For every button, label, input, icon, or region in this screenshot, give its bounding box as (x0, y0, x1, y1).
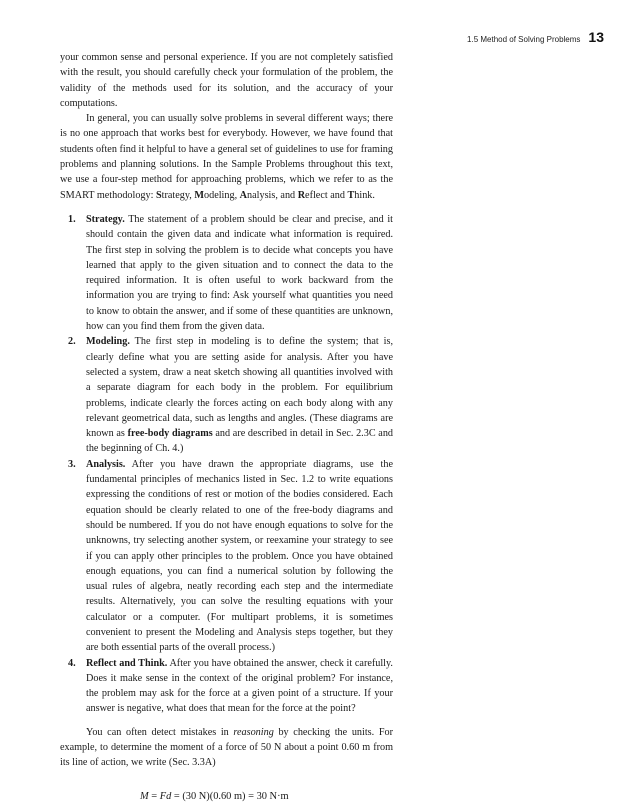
paragraph-2-text: In general, you can usually solve problems in several different ways; there is no one approach that works best for everybody. However, we have found that students often find it helpful to have a general set of guidelines to use for framing problems and planning solutions. In the Sample Problems throughout this text, we use a four-step method for approaching problems, which we refer to as the SMART methodology: (60, 113, 393, 201)
step-text: The statement of a problem should be clear and precise, and it should contain the given data and indicate what information is required. The first step in solving the problem is to decide what concepts you have learned that apply to the given situation and to connect the data to the required information. It is often useful to work backward from the information you are trying to find: Ask yourself what quantities you need to know to obtain the answer, and if some of these quantities are unknown, how can you find them from the given data. (86, 213, 393, 333)
smart-a-rest: nalysis, and (247, 189, 298, 201)
list-item-strategy (60, 212, 393, 334)
paragraph-3 (60, 725, 393, 771)
smart-t-rest: hink. (354, 189, 375, 201)
equation-eq1: = (148, 790, 160, 802)
step-text: After you have drawn the appropriate diagrams, use the fundamental principles of mechanics listed in Sec. 1.2 to write equations expressing the conditions of rest or motion of the bodies considered. Each equation should be clearly related to one of the free-body diagrams and should be numbered. If you do not have enough equations to solve for the unknowns, try selecting another system, or reexamine your strategy to see if you can apply other principles to the problem. Once you have obtained enough equations, you can find a numerical solution by following the usual rules of algebra, neatly recording each step and the intermediate results. Alternatively, you can solve the resulting equations with your calculator or a computer. (For multipart problems, it is sometimes convenient to present the Modeling and Analysis steps together, but they are both essential parts of the overall process.) (86, 458, 393, 654)
step-title: Reflect and Think. (86, 657, 168, 669)
step-number: 3. (68, 458, 76, 470)
paragraph-1: your common sense and personal experience. If you are not completely satisfied with the result, you should carefully check your formulation of the problem, the validity of the methods used for its solution, and the accuracy of your computations. (60, 52, 393, 109)
page-number: 13 (588, 29, 604, 45)
paragraph-2 (60, 111, 393, 203)
smart-a: A (239, 189, 248, 201)
step-title: Analysis. (86, 458, 126, 470)
paragraph-3-after: by checking the units. For example, to determine the moment of a force of 50 N about a point 0.60 m from its line of action, we write (Sec. 3.3A) (60, 726, 393, 769)
step-text: After you have obtained the answer, check it carefully. Does it make sense in the context of the original problem? For instance, the problem may ask for the force at a given point of a structure. If your answer is negative, what does that mean for the force at the point? (86, 657, 393, 715)
equation-m: M (140, 790, 149, 802)
step-number: 1. (68, 213, 76, 225)
step-number: 4. (68, 657, 76, 669)
smart-r-rest: eflect and (305, 189, 348, 201)
smart-steps-list (60, 212, 393, 717)
step-text: The first step in modeling is to define the system; that is, clearly define what you are setting aside for analysis. After you have selected a system, draw a neat sketch showing all quantities involved with a separate diagram for each body in the problem. For equilibrium problems, indicate clearly the forces acting on each body along with any relevant geometrical data, such as lengths and angles. (These diagrams are known as (86, 336, 393, 440)
page-header (467, 29, 604, 45)
moment-equation (60, 789, 393, 804)
list-item-modeling (60, 334, 393, 456)
smart-s-rest: trategy, (161, 189, 195, 201)
step-title: Strategy. (86, 213, 125, 225)
smart-t: T (347, 189, 355, 201)
smart-s: S (156, 189, 162, 201)
list-item-analysis (60, 457, 393, 656)
body-text (60, 50, 393, 804)
equation-rest: = (30 N)(0.60 m) = 30 N·m (171, 790, 289, 802)
paragraph-3-before: You can often detect mistakes in (86, 726, 234, 738)
step-number: 2. (68, 336, 76, 348)
smart-m-rest: odeling, (204, 189, 240, 201)
running-head: 1.5 Method of Solving Problems (467, 35, 581, 44)
step-title: Modeling. (86, 336, 130, 348)
reasoning-term: reasoning (233, 726, 274, 738)
equation-fd: Fd (159, 790, 172, 802)
free-body-diagrams-term: free-body diagrams (127, 428, 213, 440)
smart-r: R (297, 189, 306, 201)
step-text-after: and are described in detail in Sec. 2.3C and the beginning of Ch. 4.) (86, 428, 394, 455)
smart-m: M (194, 189, 205, 201)
list-item-reflect (60, 656, 393, 717)
